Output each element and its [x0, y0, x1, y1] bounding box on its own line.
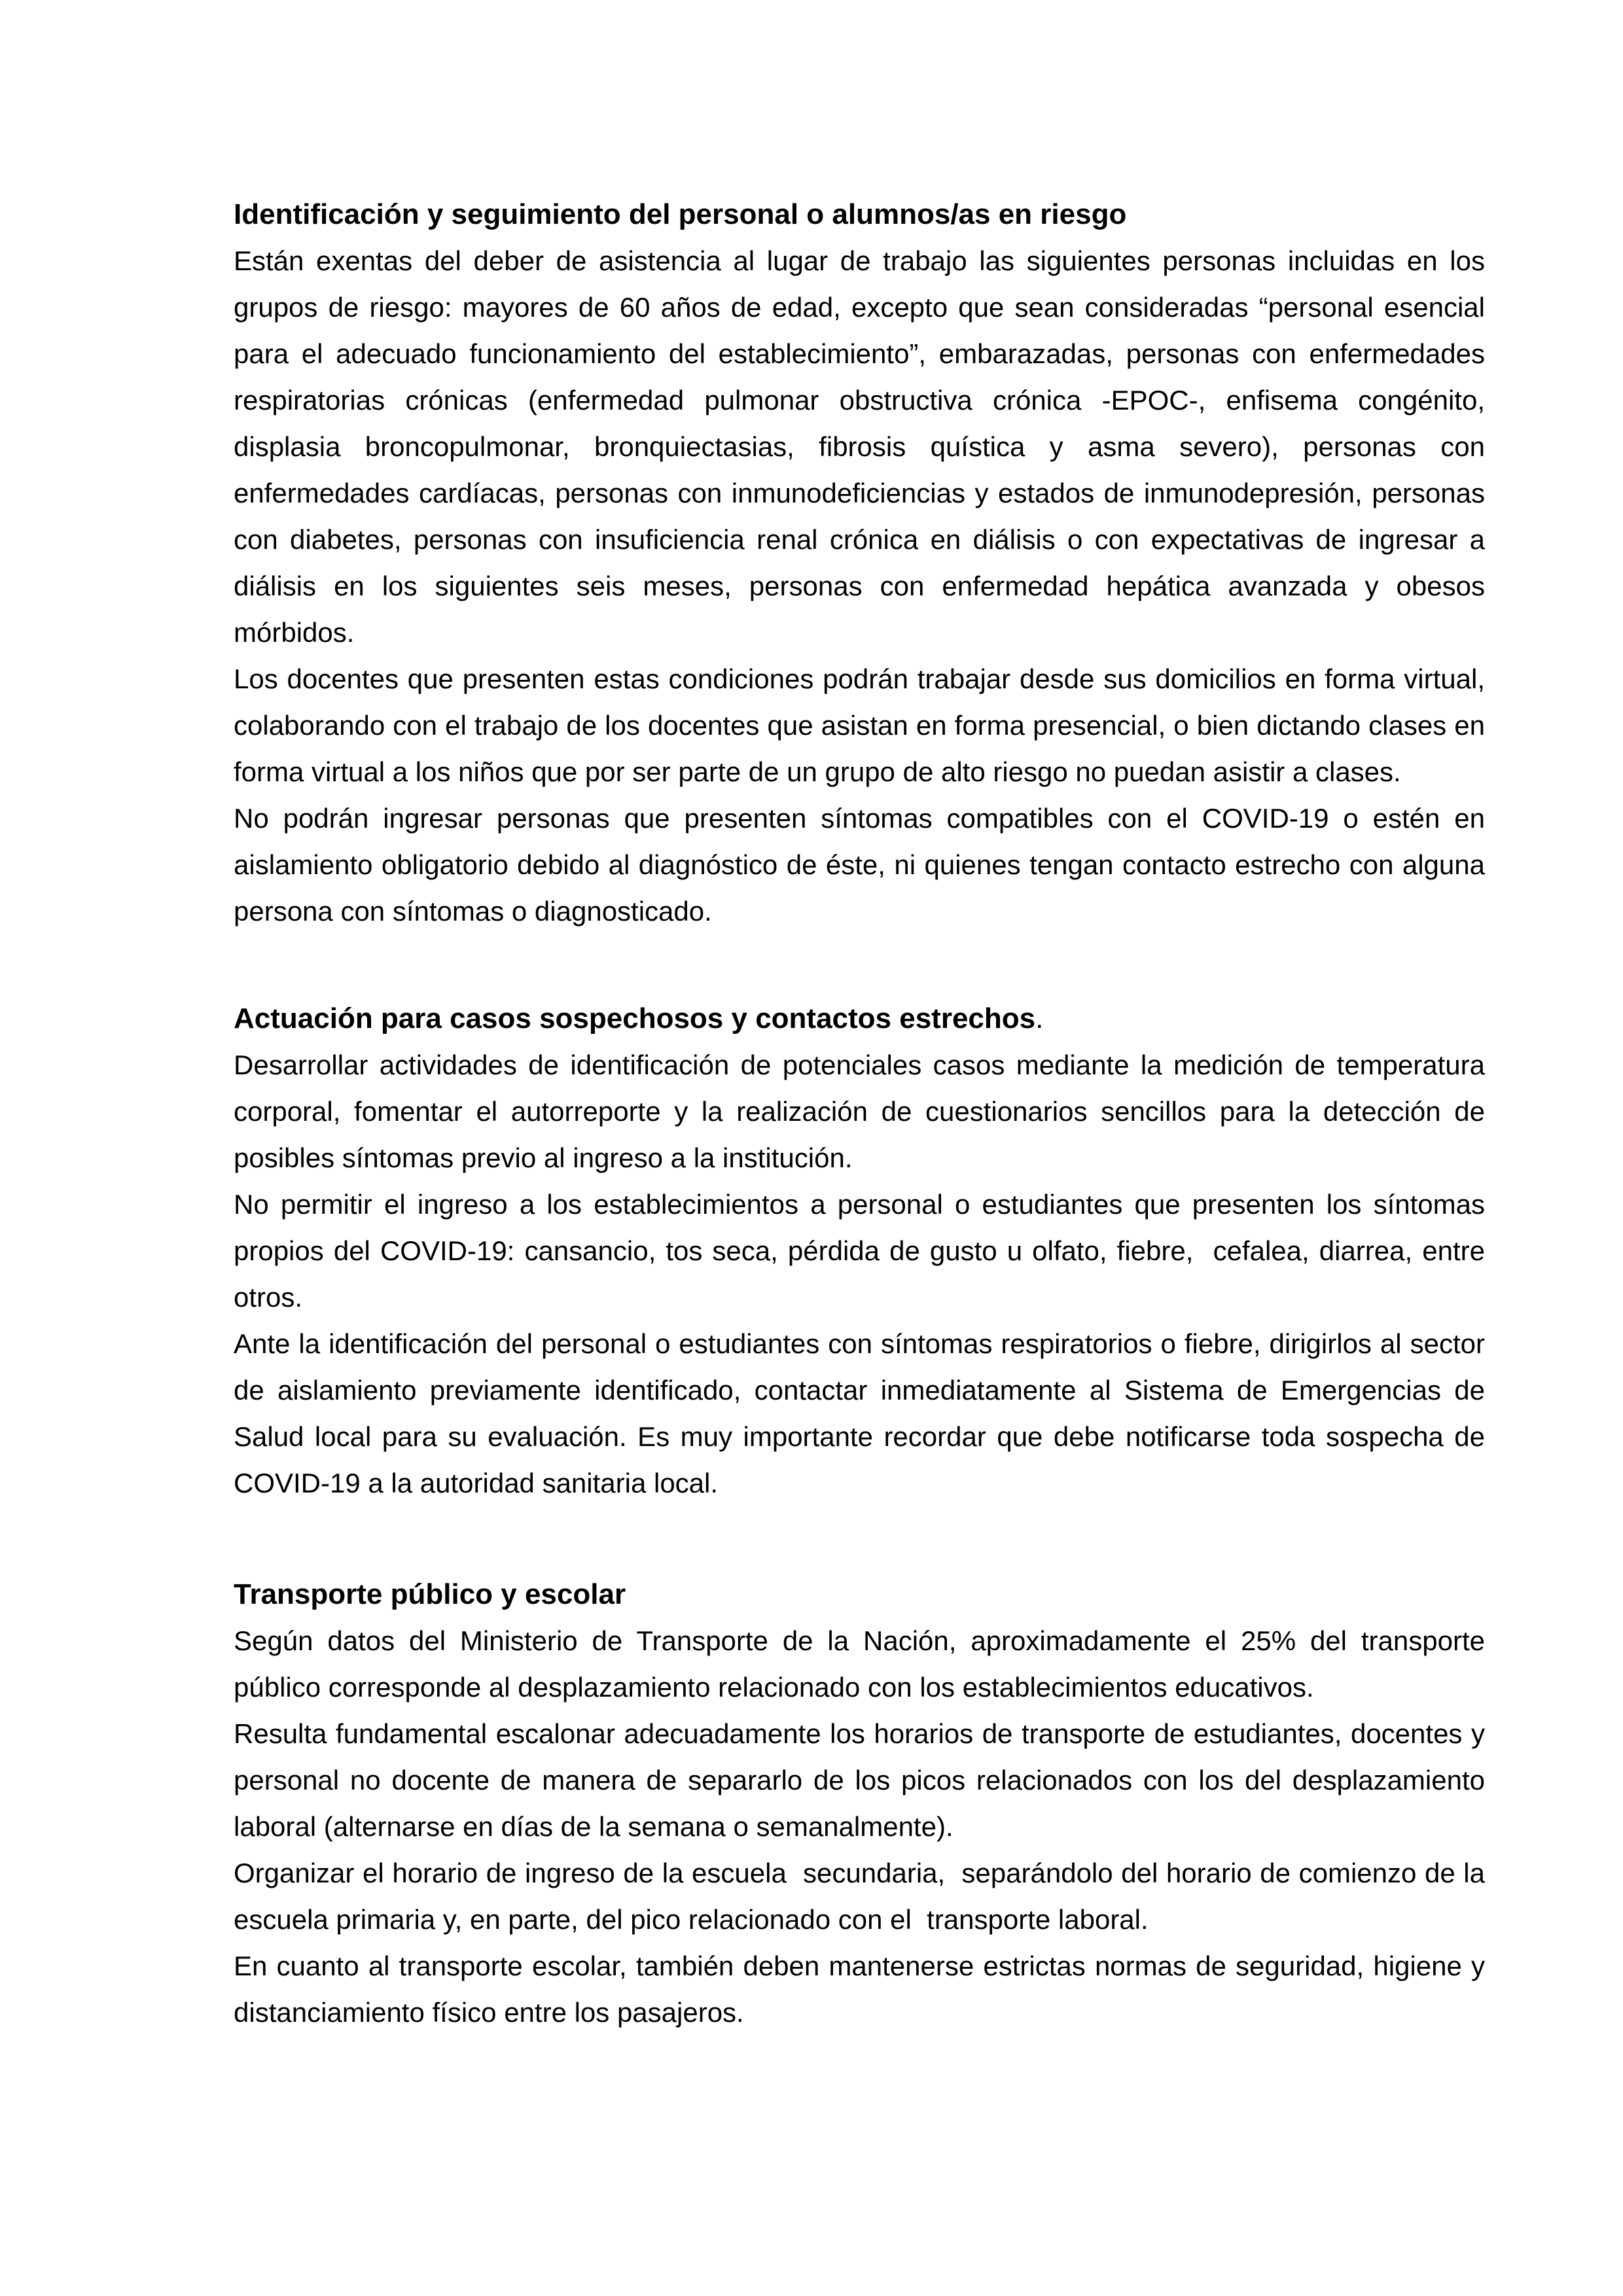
paragraph-horario-ingreso: Organizar el horario de ingreso de la escuela secundaria, separándolo del horario de comienzo de la escuela primaria y, en parte, del pico relacionado con el transporte laboral.	[234, 1858, 1485, 1935]
section-heading-riesgo	[234, 191, 1485, 238]
paragraph-exentas-grupos-riesgo: Están exentas del deber de asistencia al lugar de trabajo las siguientes personas incluidas en los grupos de riesgo: mayores de 60 años de edad, excepto que sean consideradas “personal esencial para el adecuado funcionamiento del establecimiento”, embarazadas, personas con enfermedades respiratorias crónicas (enfermedad pulmonar obstructiva crónica -EPOC-, enfisema congénito, displasia broncopulmonar, bronquiectasias, fibrosis quística y asma severo), personas con enfermedades cardíacas, personas con inmunodeficiencias y estados de inmunodepresión, personas con diabetes, personas con insuficiencia renal crónica en diálisis o con expectativas de ingresar a diálisis en los siguientes seis meses, personas con enfermedad hepática avanzada y obesos mórbidos.	[234, 245, 1485, 648]
section-heading-actuacion-text: Actuación para casos sospechosos y contactos estrechos	[234, 1002, 1036, 1034]
paragraph-no-permitir-ingreso: No permitir el ingreso a los establecimientos a personal o estudiantes que presenten los síntomas propios del COVID-19: cansancio, tos seca, pérdida de gusto u olfato, fiebre, cefalea, diarrea, entre otros.	[234, 1189, 1485, 1313]
section-heading-actuacion	[234, 995, 1485, 1042]
paragraph-datos-ministerio: Según datos del Ministerio de Transporte de la Nación, aproximadamente el 25% del transporte público corresponde al desplazamiento relacionado con los establecimientos educativos.	[234, 1625, 1485, 1703]
paragraph-medicion-temperatura: Desarrollar actividades de identificación de potenciales casos mediante la medición de temperatura corporal, fomentar el autorreporte y la realización de cuestionarios sencillos para la detección de posibles síntomas previo al ingreso a la institución.	[234, 1050, 1485, 1173]
section-heading-transporte-text: Transporte público y escolar	[234, 1578, 626, 1610]
section-heading-riesgo-text: Identificación y seguimiento del personal o alumnos/as en riesgo	[234, 198, 1127, 230]
paragraph-sector-aislamiento: Ante la identificación del personal o estudiantes con síntomas respiratorios o fiebre, dirigirlos al sector de aislamiento previamente identificado, contactar inmediatamente al Sistema de Emergencias de Salud local para su evaluación. Es muy importante recordar que debe notificarse toda sospecha de COVID-19 a la autoridad sanitaria local.	[234, 1328, 1485, 1498]
paragraph-docentes-virtual: Los docentes que presenten estas condiciones podrán trabajar desde sus domicilios en forma virtual, colaborando con el trabajo de los docentes que asistan en forma presencial, o bien dictando clases en forma virtual a los niños que por ser parte de un grupo de alto riesgo no puedan asistir a clases.	[234, 663, 1485, 787]
section-heading-actuacion-suffix: .	[1035, 1002, 1044, 1034]
document-content	[234, 191, 1485, 2036]
paragraph-no-ingreso-sintomas: No podrán ingresar personas que presenten síntomas compatibles con el COVID-19 o estén en aislamiento obligatorio debido al diagnóstico de éste, ni quienes tengan contacto estrecho con alguna persona con síntomas o diagnosticado.	[234, 803, 1485, 927]
paragraph-transporte-escolar: En cuanto al transporte escolar, también deben mantenerse estrictas normas de seguridad, higiene y distanciamiento físico entre los pasajeros.	[234, 1951, 1485, 2028]
paragraph-escalonar-horarios: Resulta fundamental escalonar adecuadamente los horarios de transporte de estudiantes, docentes y personal no docente de manera de separarlo de los picos relacionados con los del desplazamiento laboral (alternarse en días de la semana o semanalmente).	[234, 1718, 1485, 1842]
section-heading-transporte	[234, 1571, 1485, 1617]
